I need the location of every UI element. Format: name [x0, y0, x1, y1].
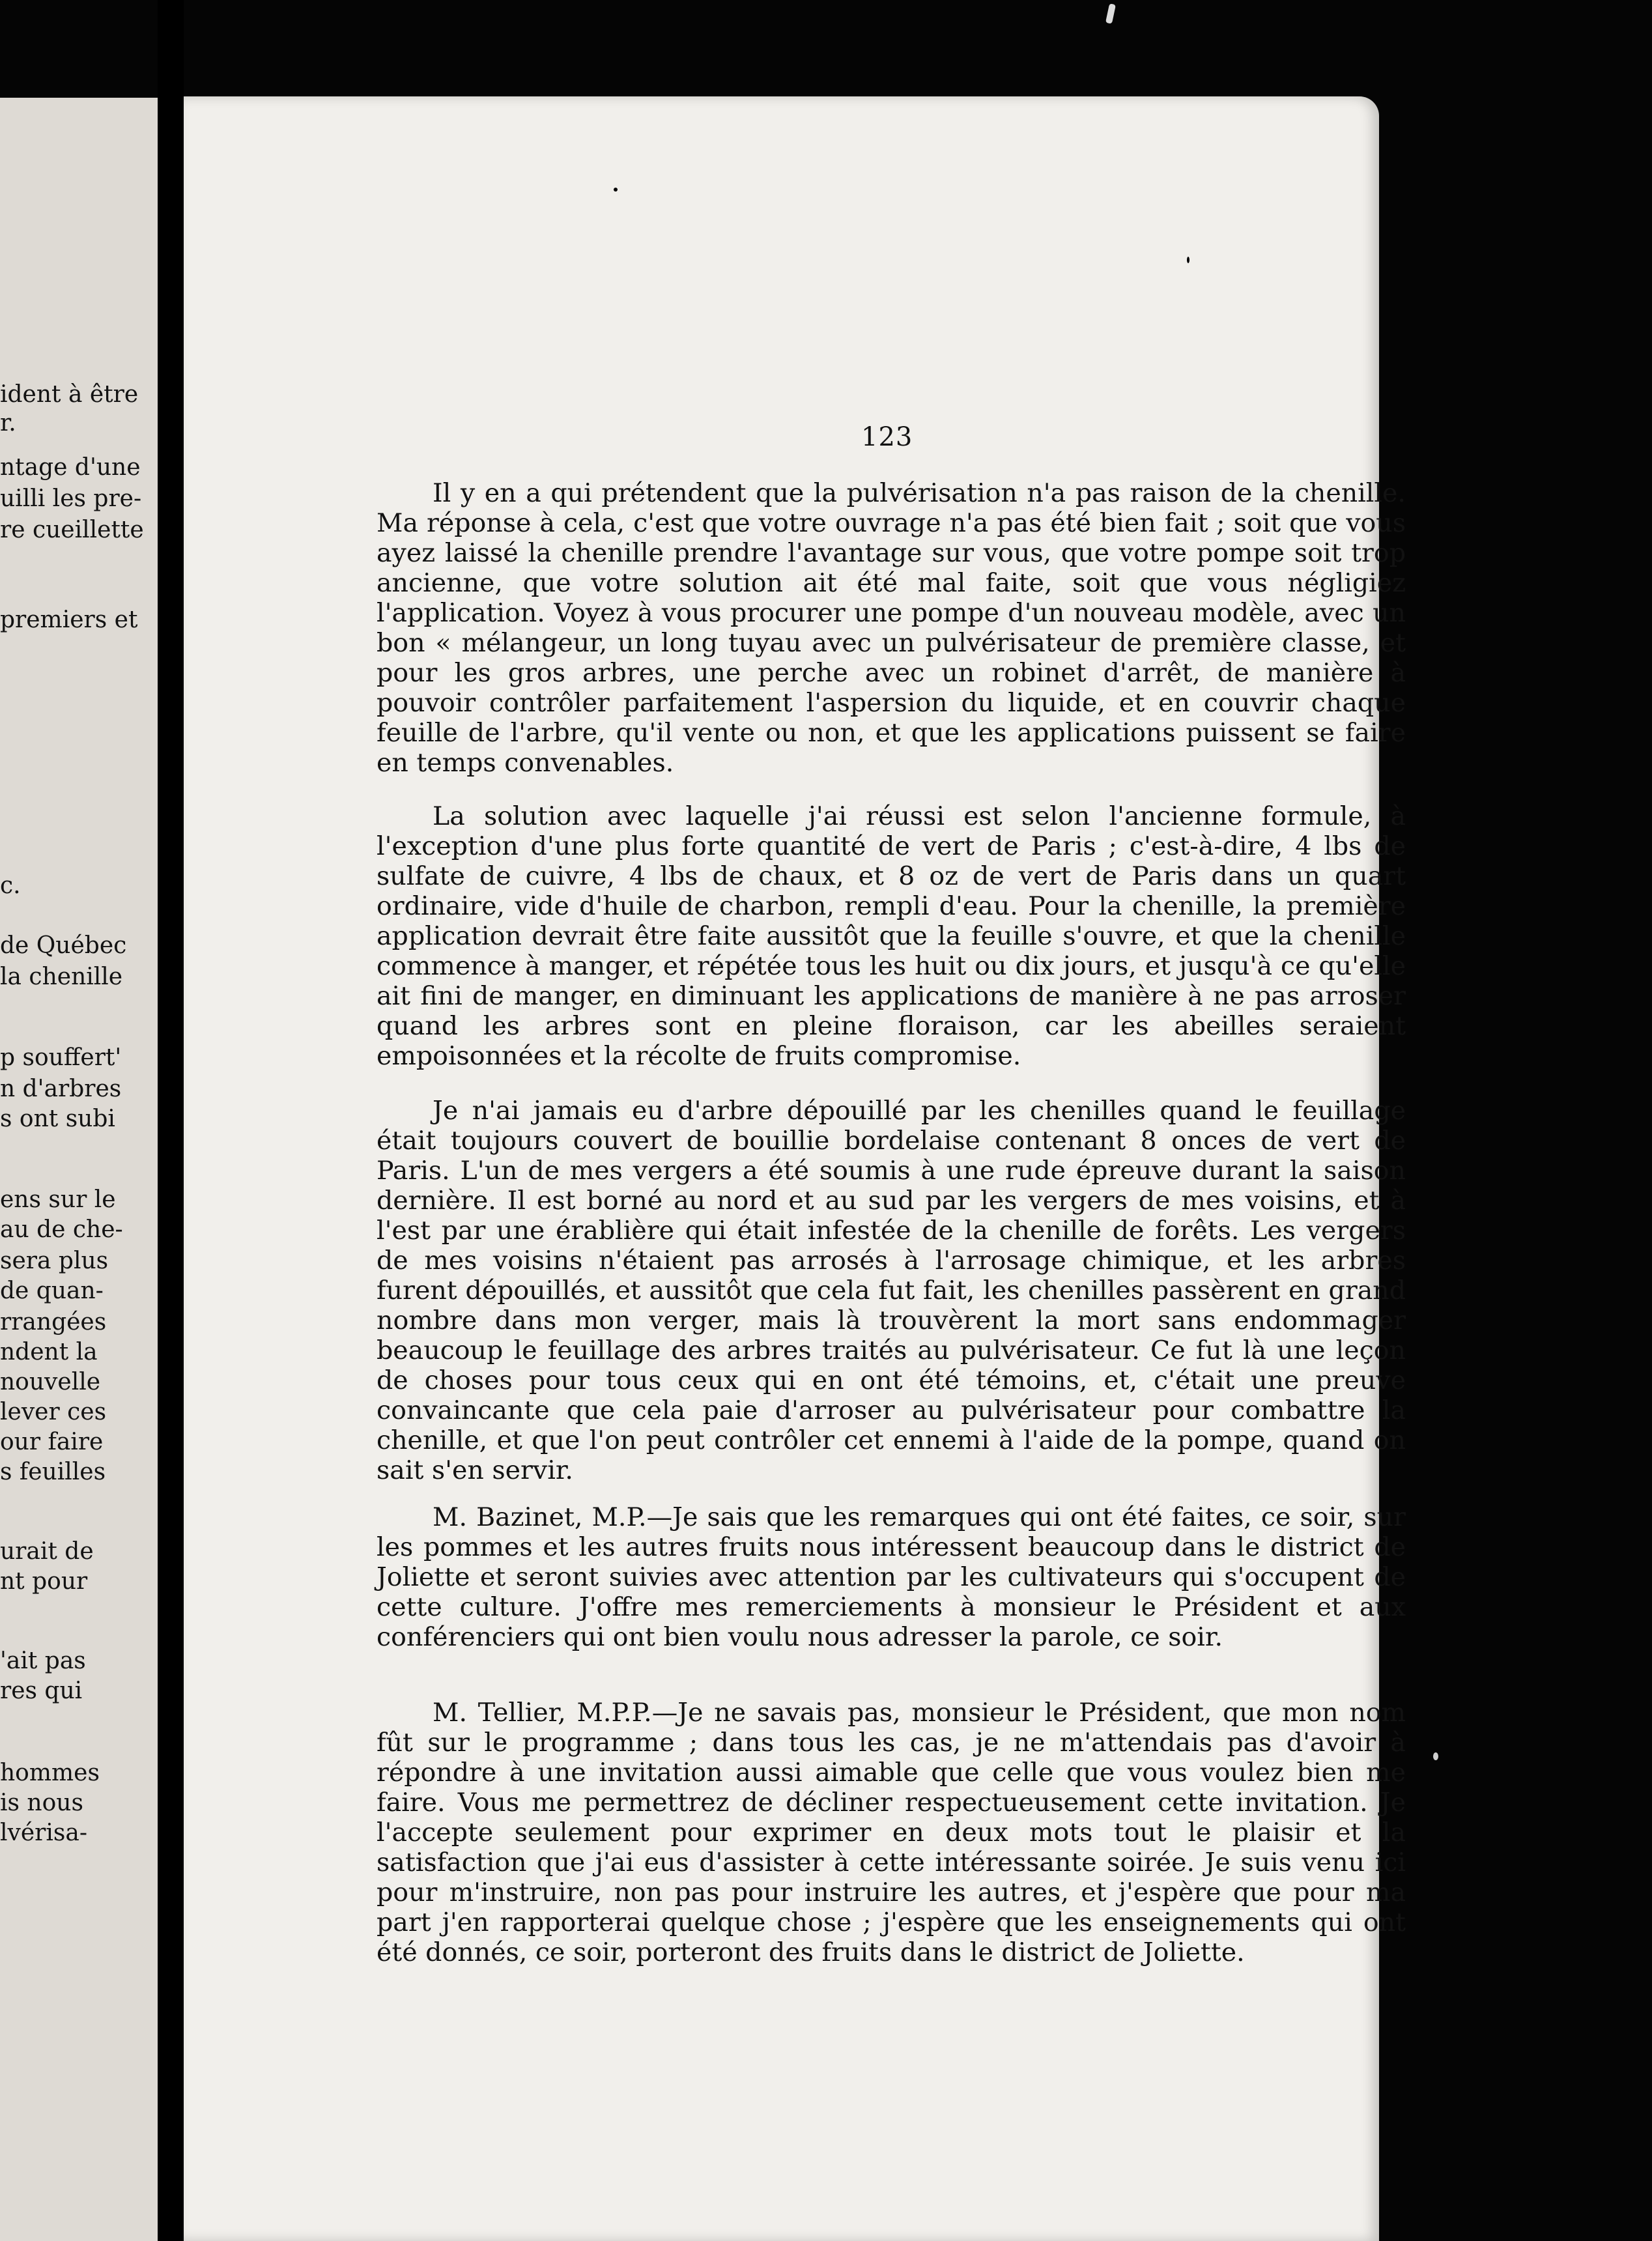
left-page-line: ident à être: [0, 381, 139, 408]
left-page-line: sera plus: [0, 1248, 109, 1274]
left-page-line: r.: [0, 410, 16, 436]
left-page-line: la chenille: [0, 963, 123, 990]
left-page-fragment: [0, 98, 158, 2241]
paragraph-3: [377, 1096, 1406, 1485]
left-page-line: de Québec: [0, 932, 127, 959]
left-page-line: n d'arbres: [0, 1076, 122, 1102]
left-page-line: lever ces: [0, 1399, 107, 1425]
left-page-line: res qui: [0, 1677, 83, 1704]
paragraph-text: Il y en a qui prétendent que la pulvérisation n'a pas raison de la chenille. Ma réponse à cela, c'est que votre ouvrage n'a pas été bien fait ; soit que vous ayez laissé la chenille prendre l'avantage sur vous, que votre pompe soit trop ancienne, que votre solution ait été mal faite, soit que vous négligiez l'application. Voyez à vous procurer une pompe d'un nouveau modèle, avec un bon « mélangeur, un long tuyau avec un pulvérisateur de première classe, et pour les gros arbres, une perche avec un robinet d'arrêt, de manière à pouvoir contrôler parfaitement l'aspersion du liquide, et en couvrir chaque feuille de l'arbre, qu'il vente ou non, et que les applications puissent se faire en temps convenables.: [377, 478, 1406, 778]
left-page-line: uilli les pre-: [0, 485, 142, 512]
speaker-name: M. Tellier, M.P.P.: [433, 1698, 652, 1728]
left-page-line: s feuilles: [0, 1459, 106, 1485]
paragraph-text: —Je ne savais pas, monsieur le Président, que mon nom fût sur le programme ; dans tous les cas, je ne m'attendais pas d'avoir à répondre à une invitation aussi aimable que celle que vous voulez bien me faire. Vous me permettrez de décliner respectueusement cette invitation. Je l'accepte seulement pour exprimer en deux mots tout le plaisir et la satisfaction que j'ai eus d'assister à cette intéressante soirée. Je suis venu ici pour m'instruire, non pas pour instruire les autres, et j'espère que pour ma part j'en rapporterai quelque chose ; j'espère que les enseignements qui ont été donnés, ce soir, porteront des fruits dans le district de Joliette.: [377, 1698, 1406, 1967]
book-gutter: [158, 0, 184, 2241]
paragraph-text: La solution avec laquelle j'ai réussi est selon l'ancienne formule, à l'exception d'une plus forte quantité de vert de Paris ; c'est-à-dire, 4 lbs de sulfate de cuivre, 4 lbs de chaux, et 8 oz de vert de Paris dans un quart ordinaire, vide d'huile de charbon, rempli d'eau. Pour la chenille, la première application devrait être faite aussitôt que la feuille s'ouvre, et que la chenille commence à manger, et répétée tous les huit ou dix jours, et jusqu'à ce qu'elle ait fini de manger, en diminuant les applications de manière à ne pas arroser quand les arbres sont en pleine floraison, car les abeilles seraient empoisonnées et la récolte de fruits compromise.: [377, 801, 1406, 1071]
left-page-line: nt pour: [0, 1568, 88, 1595]
left-page-line: lvérisa-: [0, 1820, 87, 1846]
scan-speck: [1433, 1752, 1438, 1760]
paragraph-5: [377, 1698, 1406, 1967]
scan-speck: [614, 188, 618, 192]
right-page: [184, 96, 1406, 2241]
paragraph-1: [377, 478, 1406, 778]
paragraph-text: Je n'ai jamais eu d'arbre dépouillé par les chenilles quand le feuillage était toujours couvert de bouillie bordelaise contenant 8 onces de vert de Paris. L'un de mes vergers a été soumis à une rude épreuve durant la saison dernière. Il est borné au nord et au sud par les vergers de mes voisins, et à l'est par une érablière qui était infestée de la chenille de forêts. Les vergers de mes voisins n'étaient pas arrosés à l'arrosage chimique, et les arbres furent dépouillés, et aussitôt que cela fut fait, les chenilles passèrent en grand nombre dans mon verger, mais là trouvèrent la mort sans endommager beaucoup le feuillage des arbres traités au pulvérisateur. Ce fut là une leçon de choses pour tous ceux qui en ont été témoins, et, c'était une preuve convaincante que cela paie d'arroser au pulvérisateur pour combattre la chenille, et que l'on peut contrôler cet ennemi à l'aide de la pompe, quand on sait s'en servir.: [377, 1096, 1406, 1485]
left-page-line: au de che-: [0, 1216, 123, 1243]
left-page-line: urait de: [0, 1538, 94, 1565]
left-page-line: p souffert': [0, 1044, 122, 1071]
left-page-line: ntage d'une: [0, 454, 141, 481]
left-page-line: premiers et: [0, 607, 138, 633]
left-page-line: hommes: [0, 1760, 100, 1786]
left-page-line: 'ait pas: [0, 1648, 86, 1674]
left-page-line: de quan-: [0, 1278, 104, 1304]
left-page-line: our faire: [0, 1429, 104, 1455]
paragraph-text: —Je sais que les remarques qui ont été faites, ce soir, sur les pommes et les autres fruits nous intéressent beaucoup dans le district de Joliette et seront suivies avec attention par les cultivateurs qui s'occupent de cette culture. J'offre mes remerciements à monsieur le Président et aux conférenciers qui ont bien voulu nous adresser la parole, ce soir.: [377, 1502, 1406, 1652]
paragraph-2: [377, 801, 1406, 1071]
left-page-line: ens sur le: [0, 1186, 116, 1213]
scan-speck: [1105, 3, 1116, 23]
left-page-line: is nous: [0, 1790, 83, 1816]
page-number: 123: [861, 422, 913, 452]
paragraph-4: [377, 1502, 1406, 1652]
left-page-line: rrangées: [0, 1309, 107, 1335]
left-page-line: nouvelle: [0, 1369, 101, 1395]
left-page-line: re cueillette: [0, 517, 144, 543]
speaker-name: M. Bazinet, M.P.: [433, 1502, 647, 1532]
left-page-line: ndent la: [0, 1339, 98, 1365]
left-page-line: c.: [0, 872, 21, 899]
scan-speck: [1187, 257, 1189, 263]
left-page-line: s ont subi: [0, 1106, 115, 1132]
